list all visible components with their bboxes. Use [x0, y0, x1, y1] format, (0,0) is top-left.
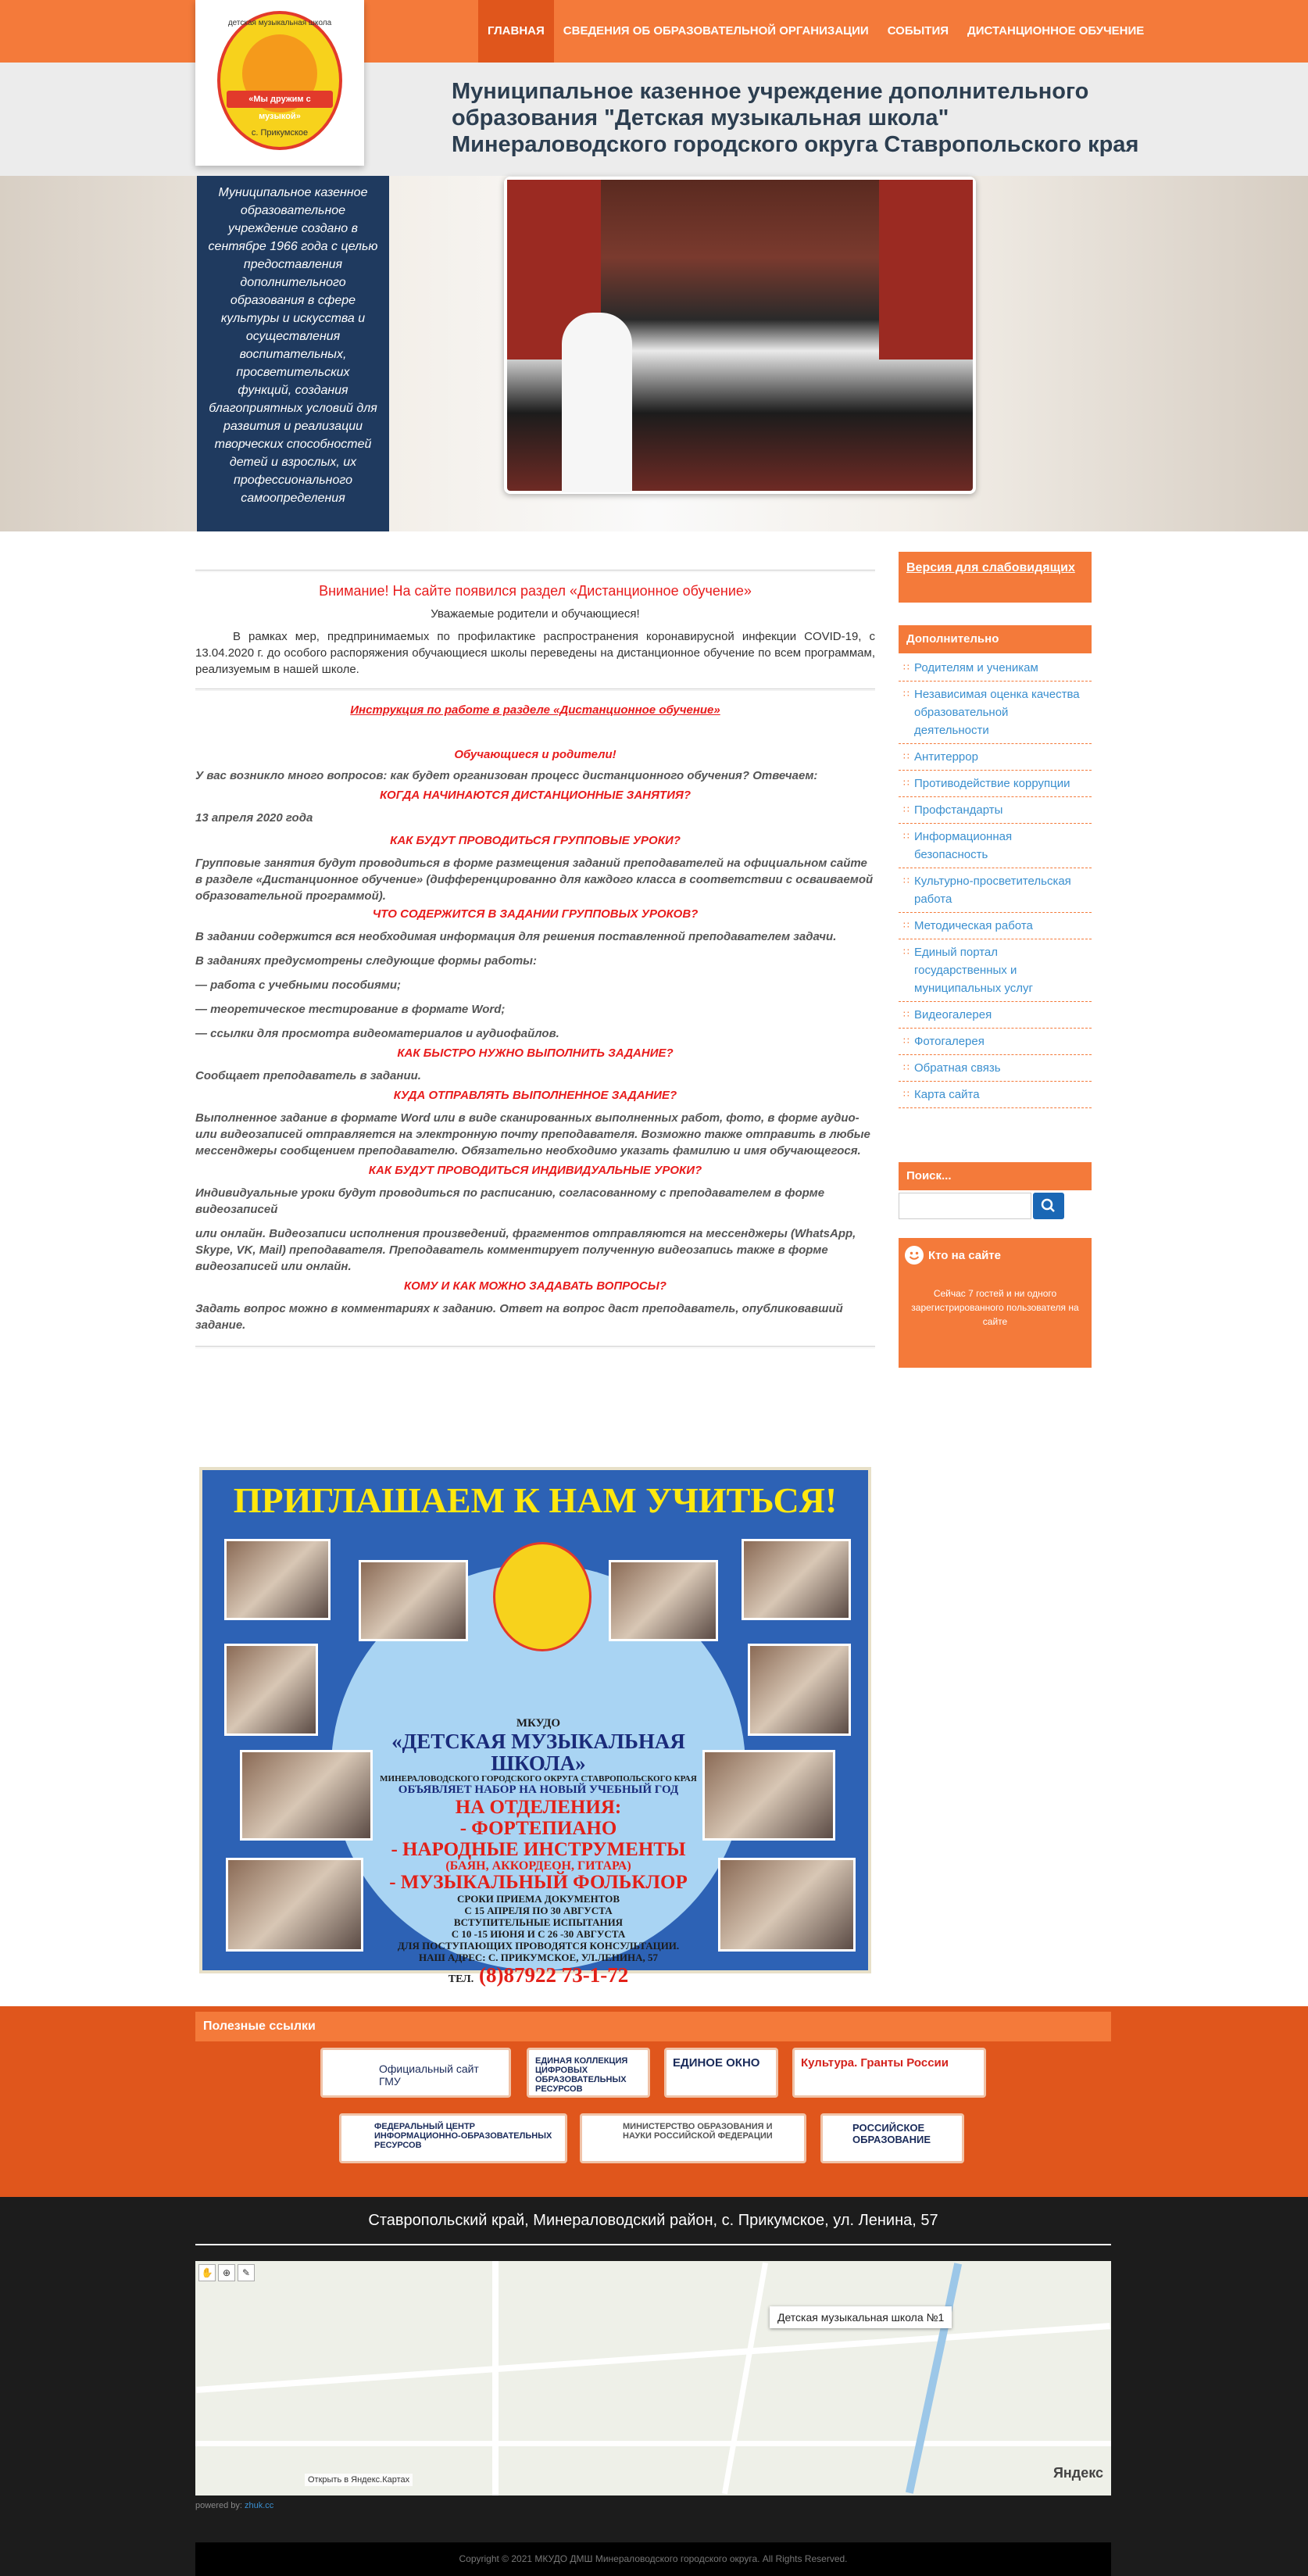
poster-photo	[359, 1560, 468, 1641]
faq-answer: Сообщает преподаватель в задании.	[195, 1069, 421, 1082]
useful-links-heading: Полезные ссылки	[195, 2012, 1111, 2041]
sidebar-item-sitemap[interactable]: ∷ Карта сайта	[899, 1082, 1092, 1108]
zoom-icon[interactable]: ⊕	[218, 2264, 235, 2281]
faq-question: КОМУ И КАК МОЖНО ЗАДАВАТЬ ВОПРОСЫ?	[404, 1279, 667, 1293]
poster-announce: ОБЪЯВЛЯЕТ НАБОР НА НОВЫЙ УЧЕБНЫЙ ГОД	[398, 1784, 679, 1796]
ruler-icon[interactable]: ✎	[238, 2264, 255, 2281]
additional-heading: Дополнительно	[899, 625, 1092, 653]
poster-dept: (БАЯН, АККОРДЕОН, ГИТАРА)	[445, 1859, 631, 1873]
faq-answer: Задать вопрос можно в комментариях к заданию. Ответ на вопрос даст преподаватель, опубликовавший задание.	[195, 1302, 843, 1332]
banner-fcior-label: ФЕДЕРАЛЬНЫЙ ЦЕНТР ИНФОРМАЦИОННО-ОБРАЗОВАТЕЛЬНЫХ РЕСУРСОВ	[374, 2122, 552, 2150]
faq-question: КАК БУДУТ ПРОВОДИТЬСЯ ИНДИВИДУАЛЬНЫЕ УРОКИ?	[368, 1164, 702, 1177]
banner-culture-grants-label: Культура. Гранты России	[801, 2056, 949, 2070]
faq-answer: Выполненное задание в формате Word или в виде сканированных выполненных работ, фото, в форме аудио- или видеозаписей отправляется на электронную почту преподавателя. Возможно также отправить в любые мессенджеры сообщением преподавателю. Обязательно необходимо указать фамилию и имя обучающегося.	[195, 1111, 870, 1157]
poster-photo	[748, 1644, 851, 1736]
map-road	[722, 2263, 768, 2495]
banner-russian-education-label: РОССИЙСКОЕ ОБРАЗОВАНИЕ	[852, 2122, 931, 2145]
attention-notice: Внимание! На сайте появился раздел «Дистанционное обучение»	[319, 583, 752, 599]
poster-detail: СРОКИ ПРИЕМА ДОКУМЕНТОВ	[457, 1893, 620, 1905]
questions-intro: У вас возникло много вопросов: как будет организован процесс дистанционного обучения? Отвечаем:	[195, 769, 818, 782]
greeting: Уважаемые родители и обучающиеся!	[431, 607, 640, 621]
poster-school: «ДЕТСКАЯ МУЗЫКАЛЬНАЯ ШКОЛА»	[391, 1730, 685, 1775]
hand-icon[interactable]: ✋	[198, 2264, 216, 2281]
nav-item-distance[interactable]: ДИСТАНЦИОННОЕ ОБУЧЕНИЕ	[967, 24, 1145, 38]
poster-dept: - МУЗЫКАЛЬНЫЙ ФОЛЬКЛОР	[389, 1872, 688, 1893]
search-input[interactable]	[899, 1193, 1031, 1219]
powered-prefix: powered by:	[195, 2501, 242, 2510]
search-button[interactable]	[1033, 1193, 1064, 1219]
sidebar-item-gosuslugi[interactable]: ∷ Единый портал государственных и муниципальных услуг	[899, 939, 1092, 1002]
poster-body	[359, 1650, 718, 1987]
poster-photo	[224, 1539, 331, 1620]
map-toolbar	[198, 2264, 255, 2281]
logo-arc-text: детская музыкальная школа	[227, 19, 332, 27]
map-road	[492, 2261, 499, 2496]
poster-detail: С 10 -15 ИЮНЯ И С 26 -30 АВГУСТА	[451, 1928, 626, 1940]
nav-item-about[interactable]: СВЕДЕНИЯ ОБ ОБРАЗОВАТЕЛЬНОЙ ОРГАНИЗАЦИИ	[563, 24, 869, 38]
faq-answer: — работа с учебными пособиями;	[195, 979, 402, 992]
smile-icon	[905, 1246, 924, 1265]
footer-divider	[195, 2244, 1111, 2245]
poster-photo	[742, 1539, 851, 1620]
school-logo[interactable]	[195, 0, 364, 166]
banner-gmu[interactable]	[320, 2048, 511, 2098]
school-address: Ставропольский край, Минераловодский район, с. Прикумское, ул. Ленина, 57	[368, 2212, 938, 2229]
poster-depts-head: НА ОТДЕЛЕНИЯ:	[455, 1797, 622, 1818]
sidebar-item-photo[interactable]: ∷ Фотогалерея	[899, 1029, 1092, 1055]
map-road	[196, 2323, 1110, 2393]
faq-question: КАК БУДУТ ПРОВОДИТЬСЯ ГРУППОВЫЕ УРОКИ?	[390, 834, 681, 847]
divider	[195, 1346, 875, 1348]
open-in-yandex-link[interactable]: Открыть в Яндекс.Картах	[305, 2474, 413, 2486]
banner-ministry-label: МИНИСТЕРСТВО ОБРАЗОВАНИЯ И НАУКИ РОССИЙСКОЙ ФЕДЕРАЦИИ	[623, 2122, 773, 2141]
sidebar-item-video[interactable]: ∷ Видеогалерея	[899, 1002, 1092, 1029]
low-vision-link[interactable]: Версия для слабовидящих	[906, 561, 1075, 574]
banner-digital-collection[interactable]	[527, 2048, 650, 2098]
poster-detail: ВСТУПИТЕЛЬНЫЕ ИСПЫТАНИЯ	[453, 1916, 624, 1928]
banner-digital-collection-label: ЕДИНАЯ КОЛЛЕКЦИЯ ЦИФРОВЫХ ОБРАЗОВАТЕЛЬНЫХ РЕСУРСОВ	[535, 2056, 628, 2094]
curtain-right	[879, 180, 973, 360]
nav-item-home[interactable]: ГЛАВНАЯ	[478, 0, 554, 72]
poster-dept: - НАРОДНЫЕ ИНСТРУМЕНТЫ	[391, 1839, 686, 1860]
faq-answer: или онлайн. Видеозаписи исполнения произведений, фрагментов отправляются на мессенджеры (WhatsApp, Skype, VK, Mail) преподавателя. Преподаватель комментирует полученную видеозапись также в форме видеозаписей или онлайн.	[195, 1227, 856, 1273]
faq-question: КУДА ОТПРАВЛЯТЬ ВЫПОЛНЕННОЕ ЗАДАНИЕ?	[393, 1089, 677, 1102]
faq-answer: В заданиях предусмотрены следующие формы работы:	[195, 954, 537, 968]
additional-menu	[899, 655, 1092, 1108]
sidebar-item-methodical[interactable]: ∷ Методическая работа	[899, 913, 1092, 939]
faq-answer: Индивидуальные уроки будут проводиться по расписанию, согласованному с преподавателем в форме видеозаписей	[195, 1186, 825, 1216]
map-road	[195, 2441, 1111, 2446]
search-icon	[1033, 1193, 1064, 1219]
site-title-line: Муниципальное казенное учреждение дополнительного	[452, 79, 1089, 104]
intro-paragraph: В рамках мер, предпринимаемых по профилактике распространения коронавирусной инфекции COVID-19, с 13.04.2020 г. до особого распоряжения обучающиеся школы переведены на дистанционное обучение по всем программам, реализуемым в нашей школе.	[195, 630, 875, 676]
poster-region: МИНЕРАЛОВОДСКОГО ГОРОДСКОГО ОКРУГА СТАВРОПОЛЬСКОГО КРАЯ	[380, 1774, 697, 1784]
site-title-line: образования "Детская музыкальная школа"	[452, 106, 949, 131]
faq-question: КАК БЫСТРО НУЖНО ВЫПОЛНИТЬ ЗАДАНИЕ?	[397, 1046, 674, 1060]
poster-photo	[224, 1644, 318, 1736]
divider	[195, 689, 875, 691]
powered-link[interactable]: zhuk.cc	[245, 2501, 274, 2510]
whos-online-box	[899, 1238, 1092, 1368]
copyright: Copyright © 2021 МКУДО ДМШ Минераловодского городского округа. All Rights Reserved.	[195, 2542, 1111, 2576]
whos-online-text: Сейчас 7 гостей и ни одного зарегистрированного пользователя на сайте	[911, 1288, 1079, 1327]
sidebar-item-antiterror[interactable]: ∷ Антитеррор	[899, 744, 1092, 771]
logo-emblem	[217, 11, 342, 150]
choir-photo	[504, 177, 976, 494]
logo-town: с. Прикумское	[251, 128, 309, 138]
faq-answer: В задании содержится вся необходимая информация для решения поставленной преподавателем задачи.	[195, 930, 837, 943]
poster-photo	[609, 1560, 718, 1641]
poster-title: ПРИГЛАШАЕМ К НАМ УЧИТЬСЯ!	[233, 1480, 838, 1520]
faq-answer: Групповые занятия будут проводиться в форме размещения заданий преподавателей на официальном сайте в разделе «Дистанционное обучение» (дифференцированно для каждого класса в соответствии с осваиваемой образовательной программой).	[195, 857, 874, 903]
poster-org: МКУДО	[516, 1717, 561, 1730]
divider	[195, 570, 875, 572]
poster-photo	[702, 1750, 835, 1841]
sidebar-item-feedback[interactable]: ∷ Обратная связь	[899, 1055, 1092, 1082]
article	[195, 551, 875, 1351]
sidebar-item-culture[interactable]: ∷ Культурно-просветительская работа	[899, 868, 1092, 913]
faq-question: КОГДА НАЧИНАЮТСЯ ДИСТАНЦИОННЫЕ ЗАНЯТИЯ?	[380, 789, 691, 802]
banner-fcior[interactable]	[339, 2113, 567, 2163]
poster-phone: (8)87922 73-1-72	[478, 1963, 629, 1987]
site-title	[452, 78, 1155, 158]
yandex-logo: Яндекс	[1052, 2465, 1103, 2481]
conductor-figure	[562, 313, 632, 492]
poster-dept: - ФОРТЕПИАНО	[459, 1818, 617, 1839]
banner-culture-grants[interactable]	[792, 2048, 986, 2098]
yandex-map[interactable]	[195, 2261, 1111, 2496]
poster-photo	[718, 1858, 856, 1952]
sidebar-item-standards[interactable]: ∷ Профстандарты	[899, 797, 1092, 824]
faq-answer: 13 апреля 2020 года	[195, 811, 313, 825]
banner-single-window-label: ЕДИНОЕ ОКНО	[673, 2056, 760, 2070]
poster-logo	[493, 1542, 591, 1651]
poster-detail: НАШ АДРЕС: С. ПРИКУМСКОЕ, УЛ.ЛЕНИНА, 57	[418, 1952, 659, 1963]
map-river	[906, 2263, 962, 2494]
whos-online-title: Кто на сайте	[928, 1249, 1001, 1262]
faq-question: ЧТО СОДЕРЖИТСЯ В ЗАДАНИИ ГРУППОВЫХ УРОКОВ?	[372, 907, 699, 921]
faq-answer: — ссылки для просмотра видеоматериалов и аудиофайлов.	[195, 1027, 559, 1040]
enrollment-poster	[199, 1467, 871, 1987]
sidebar-item-anticorruption[interactable]: ∷ Противодействие коррупции	[899, 771, 1092, 797]
poster-photo	[240, 1750, 373, 1841]
poster-phone-prefix: ТЕЛ.	[448, 1973, 474, 1985]
main-nav	[478, 0, 1153, 63]
hero-description: Муниципальное казенное образовательное учреждение создано в сентябре 1966 года с целью предоставления дополнительного образования в сфере культуры и искусства и осуществления воспитательных, просветительских функций, создания благоприятных условий для развития и реализации творческих способностей детей и взрослых, их профессионального самоопределения	[197, 176, 389, 531]
search-heading: Поиск...	[899, 1162, 1092, 1190]
sidebar-item-parents[interactable]: ∷ Родителям и ученикам	[899, 655, 1092, 682]
students-parents-heading: Обучающиеся и родители!	[454, 748, 616, 761]
sidebar-item-infosec[interactable]: ∷ Информационная безопасность	[899, 824, 1092, 868]
faq-answer: — теоретическое тестирование в формате Word;	[195, 1003, 506, 1016]
banner-ministry[interactable]	[580, 2113, 806, 2163]
sidebar-item-quality[interactable]: ∷ Независимая оценка качества образовательной деятельности	[899, 682, 1092, 744]
low-vision-box	[899, 552, 1092, 603]
logo-ribbon: «Мы дружим с музыкой»	[227, 91, 333, 108]
banner-gmu-label: Официальный сайт ГМУ	[379, 2063, 479, 2088]
nav-item-events[interactable]: СОБЫТИЯ	[887, 24, 949, 38]
powered-by	[195, 2501, 273, 2510]
poster-detail: С 15 АПРЕЛЯ ПО 30 АВГУСТА	[464, 1905, 613, 1916]
map-balloon[interactable]: Детская музыкальная школа №1	[770, 2306, 952, 2328]
poster-photo	[226, 1858, 363, 1952]
banner-russian-education[interactable]	[820, 2113, 964, 2163]
instruction-link[interactable]: Инструкция по работе в разделе «Дистанционное обучение»	[350, 703, 720, 717]
site-title-line: Минераловодского городского округа Ставропольского края	[452, 132, 1139, 157]
poster-detail: ДЛЯ ПОСТУПАЮЩИХ ПРОВОДЯТСЯ КОНСУЛЬТАЦИИ.	[397, 1940, 680, 1952]
banner-single-window[interactable]	[664, 2048, 778, 2098]
